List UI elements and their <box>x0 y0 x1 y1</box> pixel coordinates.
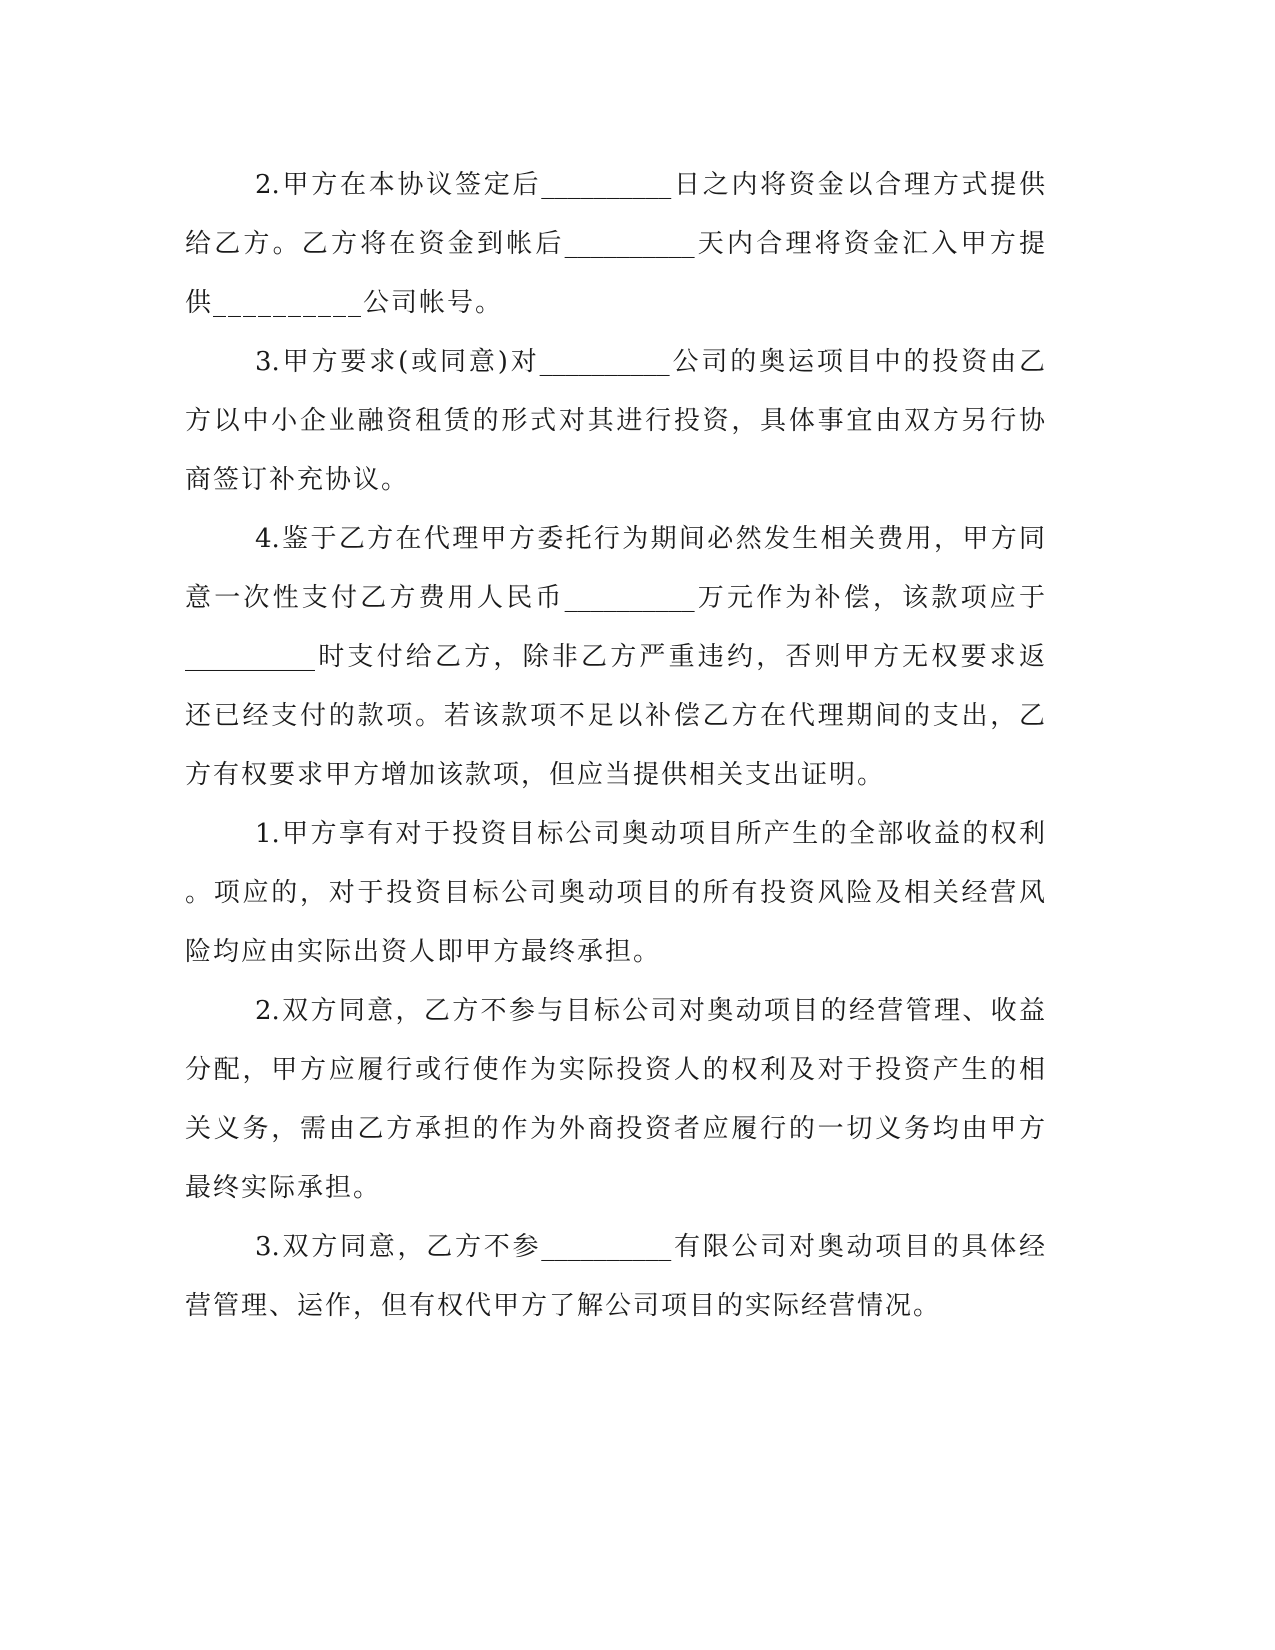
paragraph-line: 最终实际承担。 <box>185 1173 382 1203</box>
paragraph-line: 意一次性支付乙方费用人民币__________万元作为补偿，该款项应于 <box>185 583 1045 613</box>
paragraph-line: 供__________公司帐号。 <box>185 288 504 318</box>
document-body <box>185 156 1045 1336</box>
paragraph-line: 险均应由实际出资人即甲方最终承担。 <box>185 937 662 967</box>
paragraph-profit-rights <box>185 805 1045 982</box>
paragraph-line: 还已经支付的款项。若该款项不足以补偿乙方在代理期间的支出，乙 <box>185 701 1045 731</box>
paragraph-line: 2.甲方在本协议签定后__________日之内将资金以合理方式提供 <box>255 170 1045 200</box>
paragraph-operation-rights <box>185 1218 1045 1336</box>
paragraph-line: 1.甲方享有对于投资目标公司奥动项目所产生的全部收益的权利 <box>255 819 1045 849</box>
paragraph-agency-fee <box>185 510 1045 805</box>
paragraph-line: 给乙方。乙方将在资金到帐后__________天内合理将资金汇入甲方提 <box>185 229 1045 259</box>
paragraph-line: 方有权要求甲方增加该款项，但应当提供相关支出证明。 <box>185 760 886 790</box>
paragraph-line: 分配，甲方应履行或行使作为实际投资人的权利及对于投资产生的相 <box>185 1055 1045 1085</box>
paragraph-investment-form <box>185 333 1045 510</box>
paragraph-line: 关义务，需由乙方承担的作为外商投资者应履行的一切义务均由甲方 <box>185 1114 1045 1144</box>
paragraph-line: 。项应的，对于投资目标公司奥动项目的所有投资风险及相关经营风 <box>185 878 1045 908</box>
paragraph-line: __________时支付给乙方，除非乙方严重违约，否则甲方无权要求返 <box>185 642 1045 672</box>
paragraph-line: 商签订补充协议。 <box>185 465 410 495</box>
paragraph-line: 方以中小企业融资租赁的形式对其进行投资，具体事宜由双方另行协 <box>185 406 1045 436</box>
paragraph-fund-transfer <box>185 156 1045 333</box>
paragraph-management-obligations <box>185 982 1045 1218</box>
paragraph-line: 4.鉴于乙方在代理甲方委托行为期间必然发生相关费用，甲方同 <box>255 524 1045 554</box>
paragraph-line: 2.双方同意，乙方不参与目标公司对奥动项目的经营管理、收益 <box>255 996 1045 1026</box>
paragraph-line: 营管理、运作，但有权代甲方了解公司项目的实际经营情况。 <box>185 1291 942 1321</box>
paragraph-line: 3.甲方要求(或同意)对__________公司的奥运项目中的投资由乙 <box>255 347 1045 377</box>
paragraph-line: 3.双方同意，乙方不参__________有限公司对奥动项目的具体经 <box>255 1232 1045 1262</box>
